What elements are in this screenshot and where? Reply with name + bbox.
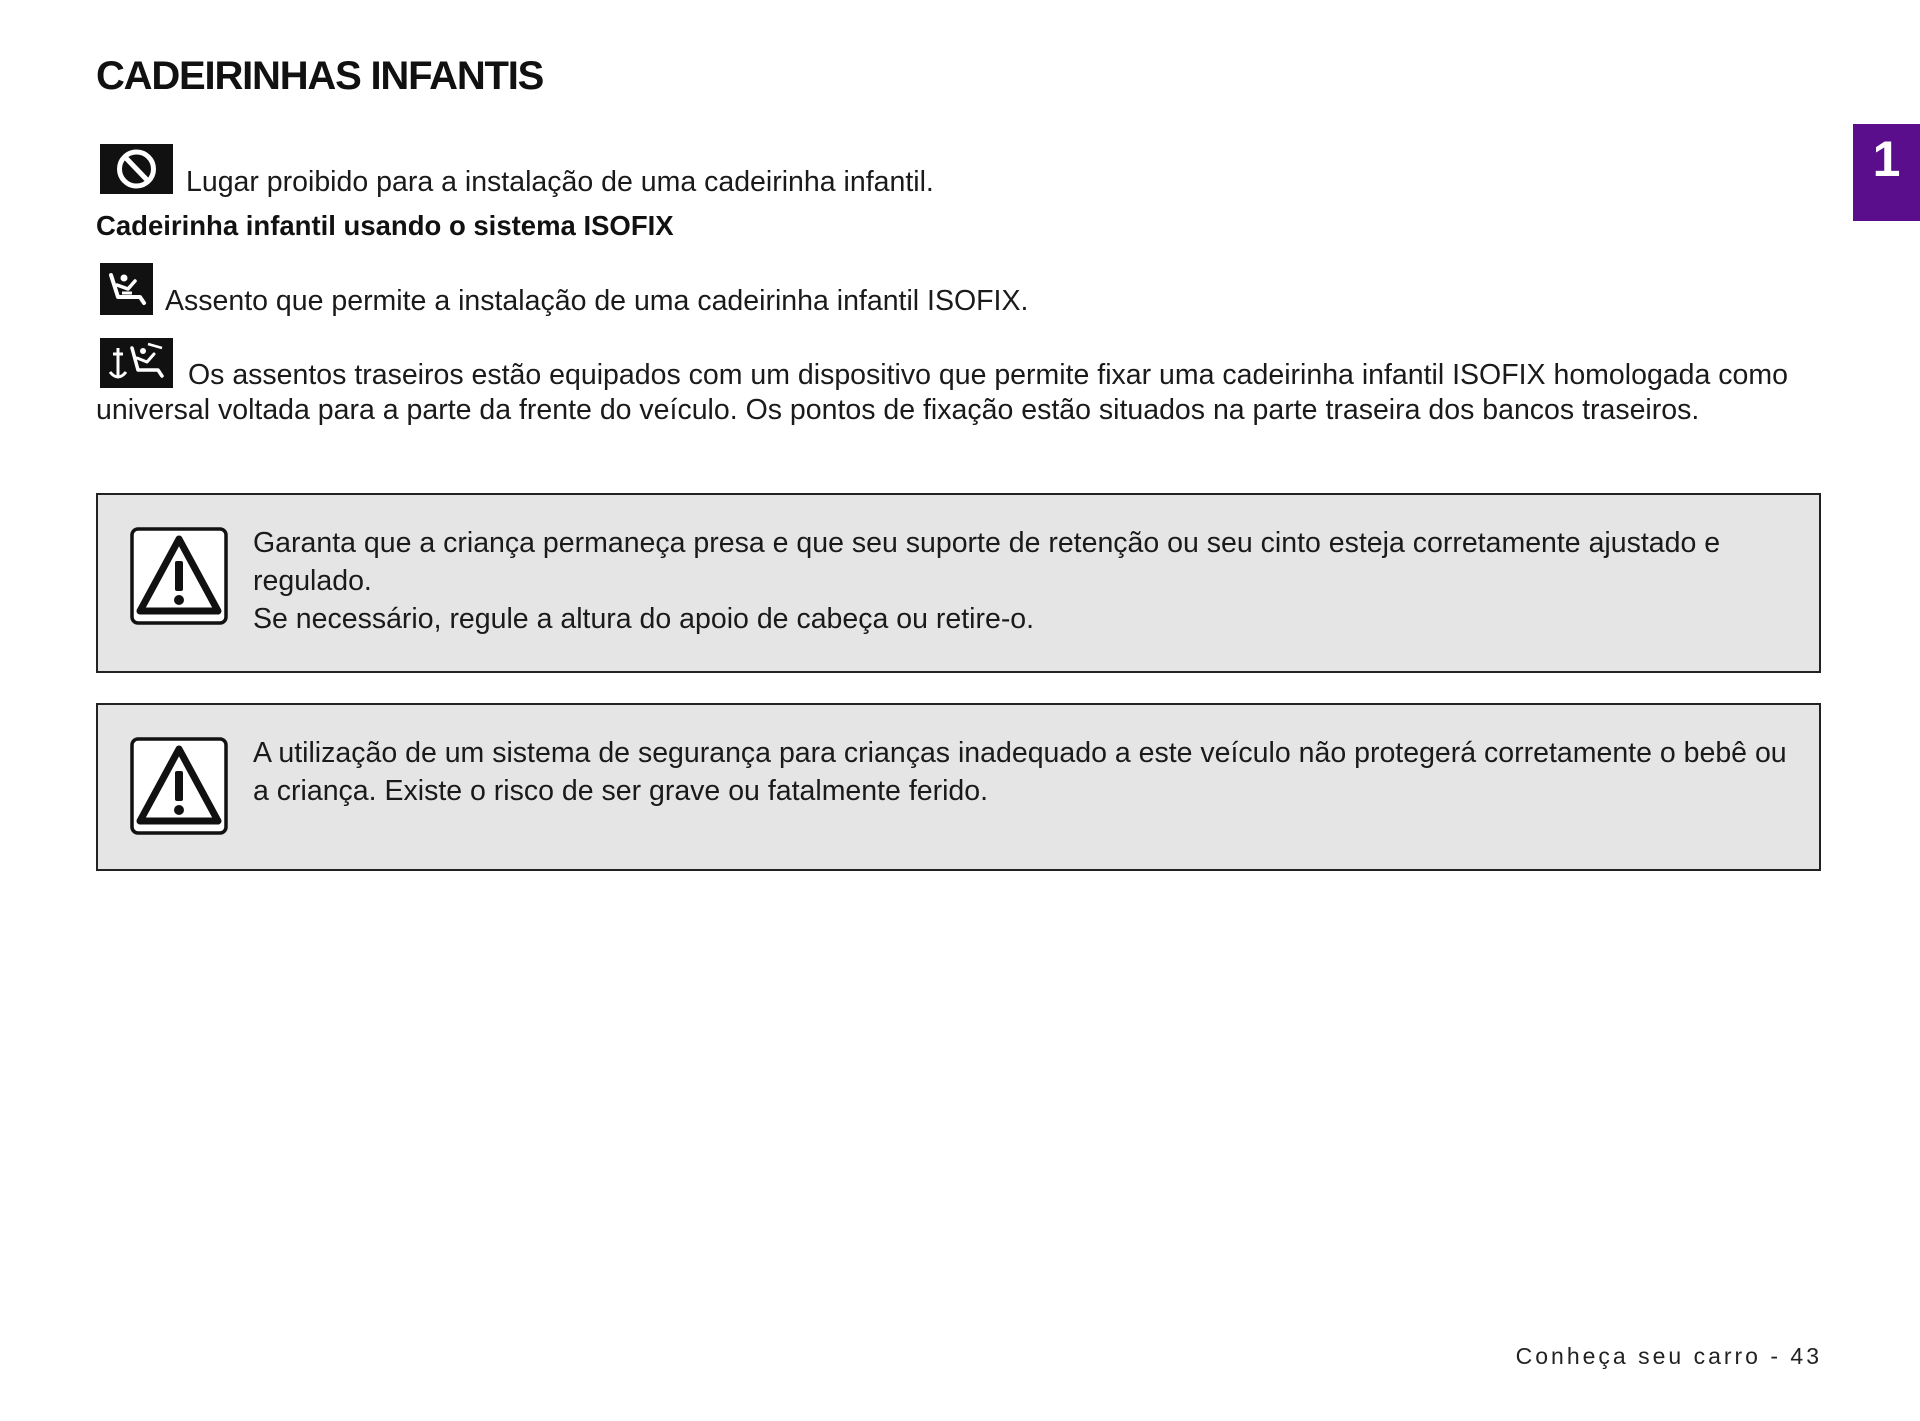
warning-line: Garanta que a criança permaneça presa e que seu suporte de retenção ou seu cinto esteja corretamente ajustado e regulado. — [253, 527, 1721, 597]
isofix-seat-text: Assento que permite a instalação de uma cadeirinha infantil ISOFIX. — [165, 285, 1029, 317]
page-footer: Conheça seu carro - 43 — [1515, 1343, 1822, 1369]
prohibited-text: Lugar proibido para a instalação de uma cadeirinha infantil. — [186, 166, 934, 198]
prohibited-icon — [100, 144, 173, 194]
rear-seats-paragraph — [96, 358, 1836, 428]
warning-text — [253, 734, 1789, 810]
warning-line: A utilização de um sistema de segurança para crianças inadequado a este veículo não protegerá corretamente o bebê ou a criança. Existe o risco de ser grave ou fatalmente ferido. — [253, 737, 1787, 807]
isofix-seat-icon — [100, 263, 153, 315]
warning-box-restraint — [96, 703, 1821, 871]
warning-line: Se necessário, regule a altura do apoio de cabeça ou retire-o. — [253, 603, 1035, 635]
isofix-heading: Cadeirinha infantil usando o sistema ISOFIX — [96, 210, 674, 241]
warning-triangle-icon — [130, 527, 228, 625]
warning-text — [253, 524, 1789, 638]
page-title: CADEIRINHAS INFANTIS — [96, 54, 544, 98]
warning-triangle-icon — [130, 737, 228, 835]
rear-seats-text: Os assentos traseiros estão equipados com um dispositivo que permite fixar uma cadeirinha infantil ISOFIX homologada como universal voltada para a parte da frente do veículo. Os pontos de fixação estão situados na parte traseira dos bancos traseiros. — [96, 359, 1788, 426]
warning-box-headrest — [96, 493, 1821, 673]
chapter-tab: 1 — [1853, 124, 1920, 221]
